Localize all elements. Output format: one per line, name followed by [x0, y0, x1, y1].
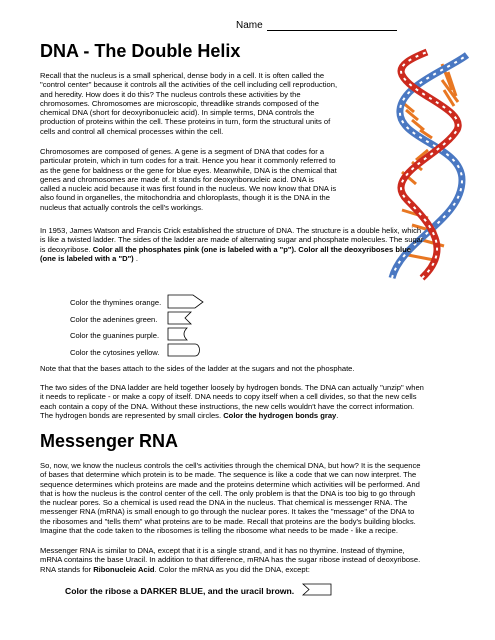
uracil-shape[interactable]	[301, 581, 339, 597]
bold-term: Ribonucleic Acid	[93, 564, 155, 574]
text-span: RNA stands for	[40, 564, 94, 574]
text-line: genes and chromosomes are made of. It stands for deoxyribonucleic acid. DNA is	[40, 174, 314, 184]
thymine-shape[interactable]	[168, 295, 203, 308]
structure-paragraph	[40, 226, 460, 263]
base-shapes-key	[165, 290, 210, 362]
text-line: the nuclear pores. So a chemical is used read the DNA in the nucleus. That chemical is messenger RNA. The	[40, 498, 408, 508]
text-line: Chromosomes are composed of genes. A gene is a segment of DNA that codes for a	[40, 147, 325, 156]
text-span: is deoxyribose.	[40, 244, 93, 254]
final-instruction: Color the ribose a DARKER BLUE, and the uracil brown.	[65, 586, 295, 596]
bold-instruction: Color the hydrogen bonds gray	[223, 410, 337, 420]
text-line: Imagine that the code taken to the ribosomes is telling the ribosome what needs to be made - like a recipe.	[40, 526, 398, 536]
thymine-instruction: Color the thymines orange.	[70, 298, 162, 307]
bold-instruction: Color all the phosphates pink (one is labeled with a "p"). Color all the deoxyriboses blue	[92, 244, 411, 254]
text-line: that is how the nucleus is the control center of the cell. The only problem is that the DNA is too big to go through	[40, 488, 416, 498]
text-line: as the gene for baldness or the gene for blue eyes. Meanwhile, DNA is the chemical that	[40, 165, 337, 175]
text-line: In 1953, James Watson and Francis Crick established the structure of DNA. The structure is a double helix, which	[40, 226, 422, 235]
guanine-instruction: Color the guanines purple.	[70, 331, 160, 340]
text-line: of bases that determine which protein is to be made. The sequence is like a code that we can now interpret. The	[40, 470, 417, 480]
name-field[interactable]	[236, 20, 397, 31]
text-line: it needs to replicate - or make a copy of itself. DNA needs to copy itself when a cell divides, so that the new cells	[40, 392, 417, 402]
text-line: called a nucleic acid because it was first found in the nucleus. We now know that DNA is	[40, 184, 337, 194]
text-line: and heredity. How does it do this? The nucleus controls these activities by the	[40, 89, 301, 99]
uracil-shape-outline	[303, 584, 331, 595]
genes-paragraph	[40, 147, 370, 212]
intro-paragraph	[40, 71, 370, 136]
text-line: sequence determines which proteins are made and the proteins determine which activities will be performed. And	[40, 479, 420, 489]
text-span: The hydrogen bonds are represented by small circles.	[40, 410, 224, 420]
text-line	[40, 565, 470, 574]
note-text: Note that that the bases attach to the sides of the ladder at the sugars and not the phosphate.	[40, 364, 355, 373]
text-span: .	[336, 410, 339, 420]
cytosine-shape[interactable]	[168, 344, 200, 356]
adenine-instruction: Color the adenines green.	[70, 315, 158, 324]
uracil-paragraph	[40, 546, 470, 574]
page-title: DNA - The Double Helix	[40, 41, 241, 61]
text-line: chromosomes. Chromosomes are microscopic, threadlike strands composed of the	[40, 98, 319, 108]
text-line: So, now, we know the nucleus controls the cell's activities through the chemical DNA, but how? It is the sequence	[40, 461, 421, 470]
text-line: cells and control all chemical processes within the cell.	[40, 126, 224, 136]
name-label: Name	[236, 20, 263, 31]
section-title-mrna: Messenger RNA	[40, 431, 179, 451]
text-line: "control center" because it controls all the activities of the cell including cell reproduction,	[40, 80, 338, 90]
adenine-shape[interactable]	[168, 312, 191, 324]
text-line: Recall that the nucleus is a small spherical, dense body in a cell. It is often called the	[40, 71, 325, 80]
text-line: chemical DNA (short for deoxyribonucleic acid). In simple terms, DNA controls the	[40, 108, 315, 118]
text-line: production of proteins within the cell. These proteins in turn, form the structural units of	[40, 117, 331, 127]
guanine-shape[interactable]	[168, 328, 187, 340]
hydrogen-bonds-paragraph	[40, 383, 470, 420]
cytosine-instruction: Color the cytosines yellow.	[70, 348, 160, 357]
text-line: nucleus that actually controls the cell's workings.	[40, 202, 204, 212]
text-line: is like a twisted ladder. The sides of the ladder are made of alternating sugar and phosphate molecules. The sugar	[40, 235, 424, 245]
text-line: particular protein, which in turn codes for a trait. Hence you hear it commonly referred to	[40, 156, 336, 166]
text-line: messenger RNA (mRNA) is small enough to go through the nuclear pores. It takes the "message" of the DNA to	[40, 507, 415, 517]
text-span: .	[133, 253, 138, 263]
text-line: also found in organelles, the mitochondria and chloroplasts, though it is the DNA in the	[40, 193, 331, 203]
text-line: the ribosomes and "tells them" what proteins are to be made. Recall that proteins are the body's building blocks.	[40, 516, 416, 526]
name-blank-line[interactable]	[267, 21, 397, 31]
bold-instruction: (one is labeled with a "D")	[40, 253, 134, 263]
mrna-paragraph	[40, 461, 470, 535]
helix-rung	[412, 120, 424, 130]
text-line: mRNA contains the base Uracil. In addition to that difference, mRNA has the sugar ribose instead of deoxyribose.	[40, 555, 421, 565]
text-line: each contain a copy of the DNA. Without these instructions, the new cells wouldn't have the correct information.	[40, 401, 415, 411]
text-line	[40, 245, 460, 254]
text-line	[40, 254, 460, 263]
text-line	[40, 411, 470, 420]
text-span: . Color the mRNA as you did the DNA, except:	[154, 564, 310, 574]
text-line: The two sides of the DNA ladder are held together loosely by hydrogen bonds. The DNA can actually "unzip" when	[40, 383, 424, 392]
text-line: Messenger RNA is similar to DNA, except that it is a single strand, and it has no thymine. Instead of thymine,	[40, 546, 405, 555]
